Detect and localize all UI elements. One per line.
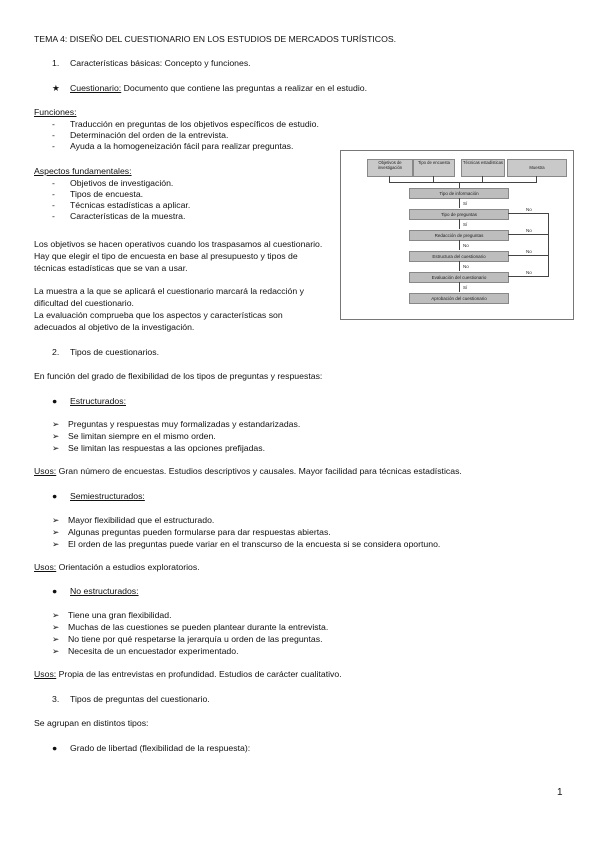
page-number: 1 <box>557 787 563 798</box>
questionnaire-design-diagram <box>340 150 574 320</box>
list-item <box>52 130 319 141</box>
dash-bullet: - <box>52 211 55 221</box>
usos-text: Gran número de encuestas. Estudios descriptivos y causales. Mayor facilidad para técnicas estadísticas. <box>56 466 462 476</box>
dash-bullet: - <box>52 119 55 129</box>
bullet-dot-icon: ● <box>52 491 58 501</box>
connector-line <box>508 276 548 277</box>
diagram-label-no: No <box>526 270 532 275</box>
connector-line <box>548 213 549 277</box>
diagram-step-evaluacion: Evaluación del cuestionario <box>409 272 509 283</box>
diagram-step-tipo-preguntas: Tipo de preguntas <box>409 209 509 220</box>
list-item <box>52 119 319 130</box>
funciones-heading: Funciones: <box>34 107 77 117</box>
section-3-heading <box>52 694 210 705</box>
arrow-bullet-icon: ➢ <box>52 539 60 549</box>
list-item <box>52 178 190 189</box>
list-item-text: Traducción en preguntas de los objetivos específicos de estudio. <box>70 119 319 129</box>
diagram-box-tecnicas: Técnicas estadísticas <box>461 159 505 177</box>
connector-line <box>508 213 548 214</box>
diagram-step-aprobacion: Aprobación del cuestionario <box>409 293 509 304</box>
estructurados-list <box>52 418 300 454</box>
list-item-text: Determinación del orden de la entrevista. <box>70 130 229 140</box>
subheading-text: Semiestructurados: <box>70 491 145 501</box>
diagram-step-tipo-informacion: Tipo de información <box>409 188 509 199</box>
diagram-label-no: No <box>526 228 532 233</box>
list-item <box>52 211 190 222</box>
no-estructurados-usos <box>34 669 342 680</box>
list-item <box>52 609 328 621</box>
diagram-label-si: Sí <box>463 285 468 290</box>
section-label: Tipos de preguntas del cuestionario. <box>70 694 210 704</box>
bullet-dot-icon: ● <box>52 743 58 753</box>
paragraph-line: adecuados al objetivo de la investigación. <box>34 322 195 332</box>
connector-line <box>508 255 548 256</box>
list-item <box>52 538 440 550</box>
connector-line <box>459 219 460 229</box>
arrow-bullet-icon: ➢ <box>52 610 60 620</box>
section-1-heading <box>52 58 251 69</box>
semiestructurados-heading <box>52 491 145 502</box>
list-item <box>52 189 190 200</box>
arrow-bullet-icon: ➢ <box>52 646 60 656</box>
usos-label: Usos: <box>34 466 57 476</box>
list-item <box>52 633 328 645</box>
section-3-intro: Se agrupan en distintos tipos: <box>34 718 149 728</box>
list-item-text: Tipos de encuesta. <box>70 189 144 199</box>
no-estructurados-list <box>52 609 328 657</box>
semiestructurados-usos <box>34 562 200 573</box>
diagram-label-si: Sí <box>463 222 468 227</box>
subheading-text: Estructurados: <box>70 396 127 406</box>
usos-label: Usos: <box>34 562 57 572</box>
usos-text: Orientación a estudios exploratorios. <box>56 562 200 572</box>
bullet-dot-icon: ● <box>52 396 58 406</box>
list-item-text: No tiene por qué respetarse la jerarquía u orden de las preguntas. <box>68 634 323 644</box>
section-2-intro: En función del grado de flexibilidad de los tipos de preguntas y respuestas: <box>34 371 323 381</box>
arrow-bullet-icon: ➢ <box>52 527 60 537</box>
dash-bullet: - <box>52 200 55 210</box>
connector-line <box>389 182 537 183</box>
paragraph-line: Hay que elegir el tipo de encuesta en base al presupuesto y tipos de <box>34 251 298 261</box>
no-estructurados-heading <box>52 586 139 597</box>
list-item <box>52 442 300 454</box>
estructurados-usos <box>34 466 462 477</box>
list-item-text: Características de la muestra. <box>70 211 186 221</box>
connector-line <box>459 198 460 208</box>
paragraph-line: La evaluación comprueba que los aspectos y características son <box>34 310 283 320</box>
estructurados-heading <box>52 396 126 407</box>
list-item-text: Algunas preguntas pueden formularse para dar respuestas abiertas. <box>68 527 331 537</box>
arrow-bullet-icon: ➢ <box>52 515 60 525</box>
semiestructurados-list <box>52 514 440 550</box>
definition-term: Cuestionario: <box>70 83 122 93</box>
list-item <box>52 200 190 211</box>
list-item-text: Preguntas y respuestas muy formalizadas y estandarizadas. <box>68 419 301 429</box>
bullet-dot-icon: ● <box>52 586 58 596</box>
list-item <box>52 514 440 526</box>
list-item-text: Mayor flexibilidad que el estructurado. <box>68 515 215 525</box>
diagram-label-si: Sí <box>463 201 468 206</box>
list-item-text: Se limitan siempre en el mismo orden. <box>68 431 216 441</box>
section-number: 2. <box>52 347 60 357</box>
diagram-label-no: No <box>526 249 532 254</box>
list-item <box>52 141 319 152</box>
list-item-text: Ayuda a la homogeneización fácil para realizar preguntas. <box>70 141 294 151</box>
list-item-text: Tiene una gran flexibilidad. <box>68 610 172 620</box>
paragraph-muestra <box>34 285 304 333</box>
section-number: 3. <box>52 694 60 704</box>
dash-bullet: - <box>52 141 55 151</box>
definition-text: Documento que contiene las preguntas a realizar en el estudio. <box>121 83 368 93</box>
funciones-list <box>52 119 319 152</box>
section-2-heading <box>52 347 159 358</box>
definition-cuestionario <box>52 83 367 94</box>
section-label: Tipos de cuestionarios. <box>70 347 160 357</box>
section-label: Características básicas: Concepto y funciones. <box>70 58 251 68</box>
paragraph-line: técnicas estadísticas que se van a usar. <box>34 263 188 273</box>
connector-line <box>508 234 548 235</box>
list-item <box>52 645 328 657</box>
list-item <box>52 418 300 430</box>
subheading-text: No estructurados: <box>70 586 139 596</box>
usos-label: Usos: <box>34 669 57 679</box>
diagram-box-tipo-encuesta: Tipo de encuesta <box>413 159 455 177</box>
page-title: TEMA 4: DISEÑO DEL CUESTIONARIO EN LOS ESTUDIOS DE MERCADOS TURÍSTICOS. <box>34 34 397 44</box>
list-item <box>52 621 328 633</box>
diagram-label-no: No <box>526 207 532 212</box>
diagram-step-estructura: Estructura del cuestionario <box>409 251 509 262</box>
list-item-text: Grado de libertad (flexibilidad de la respuesta): <box>70 743 251 753</box>
paragraph-line: dificultad del cuestionario. <box>34 298 134 308</box>
list-item-text: Técnicas estadísticas a aplicar. <box>70 200 191 210</box>
list-item-text: Objetivos de investigación. <box>70 178 174 188</box>
diagram-box-muestra: Muestra <box>507 159 567 177</box>
aspectos-heading: Aspectos fundamentales: <box>34 166 132 176</box>
section-3-item <box>52 743 250 754</box>
arrow-bullet-icon: ➢ <box>52 443 60 453</box>
paragraph-line: Los objetivos se hacen operativos cuando los traspasamos al cuestionario. <box>34 239 323 249</box>
connector-line <box>459 282 460 292</box>
connector-line <box>459 240 460 250</box>
connector-line <box>459 261 460 271</box>
diagram-label-no: No <box>463 264 469 269</box>
dash-bullet: - <box>52 189 55 199</box>
diagram-step-redaccion: Redacción de preguntas <box>409 230 509 241</box>
paragraph-objetivos <box>34 238 322 274</box>
diagram-box-objetivos: Objetivos de investigación <box>367 159 413 177</box>
diagram-label-no: No <box>463 243 469 248</box>
paragraph-line: La muestra a la que se aplicará el cuestionario marcará la redacción y <box>34 286 304 296</box>
star-icon: ★ <box>52 83 60 93</box>
list-item-text: Se limitan las respuestas a las opciones prefijadas. <box>68 443 266 453</box>
section-number: 1. <box>52 58 60 68</box>
list-item-text: El orden de las preguntas puede variar en el transcurso de la encuesta si se considera oportuno. <box>68 539 441 549</box>
dash-bullet: - <box>52 178 55 188</box>
usos-text: Propia de las entrevistas en profundidad. Estudios de carácter cualitativo. <box>56 669 342 679</box>
list-item <box>52 526 440 538</box>
list-item-text: Muchas de las cuestiones se pueden plantear durante la entrevista. <box>68 622 329 632</box>
dash-bullet: - <box>52 130 55 140</box>
arrow-bullet-icon: ➢ <box>52 634 60 644</box>
arrow-bullet-icon: ➢ <box>52 622 60 632</box>
list-item-text: Necesita de un encuestador experimentado. <box>68 646 239 656</box>
arrow-bullet-icon: ➢ <box>52 419 60 429</box>
arrow-bullet-icon: ➢ <box>52 431 60 441</box>
list-item <box>52 430 300 442</box>
aspectos-list <box>52 178 190 222</box>
